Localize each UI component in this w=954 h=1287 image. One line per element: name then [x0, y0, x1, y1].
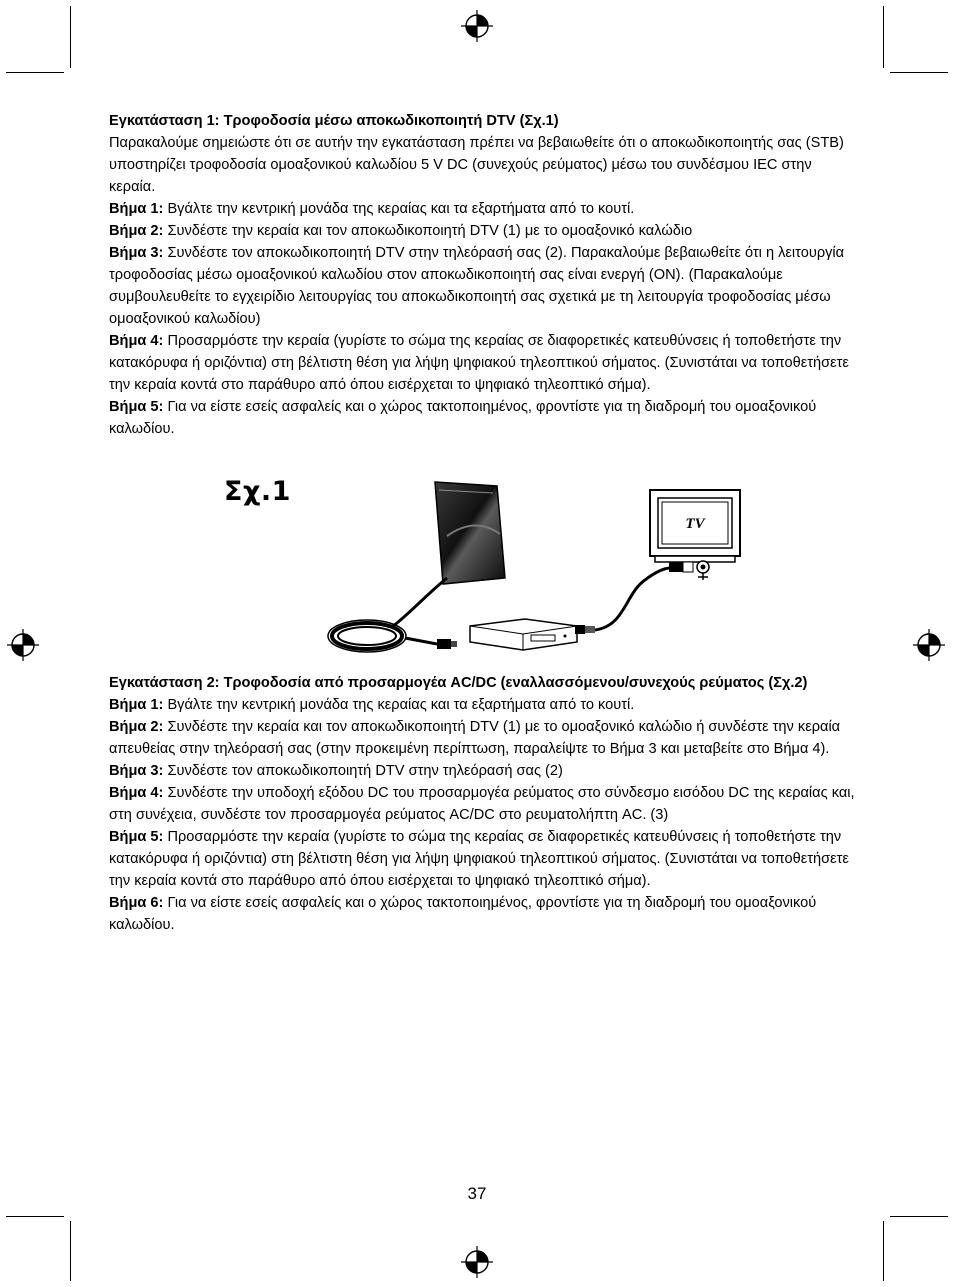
step-label: Βήμα 5:: [109, 399, 164, 415]
step-text: Για να είστε εσείς ασφαλείς και ο χώρος τακτοποιημένος, φροντίστε για τη διαδρομή του ομοαξονικού καλωδίου.: [109, 399, 817, 437]
figure-label: Σχ.1: [224, 476, 291, 507]
step-text: Προσαρμόστε την κεραία (γυρίστε το σώμα της κεραίας σε διαφορετικές κατευθύνσεις ή τοποθετήστε την κατακόρυφα ή οριζόντια) στη βέλτιστη θέση για λήψη ψηφιακού τηλεοπτικού σήματος. (Συνιστάται να τοποθετήσετε την κεραία κοντά στο παράθυρο από όπου εισέρχεται το ψηφιακό τηλεοπτικό σήμα).: [109, 333, 849, 393]
cable-coil-icon: [328, 620, 406, 652]
step-text: Συνδέστε την υποδοχή εξόδου DC του προσαρμογέα ρεύματος στο σύνδεσμο εισόδου DC της κεραίας και, στη συνέχεια, συνδέστε τον προσαρμογέα ρεύματος AC/DC στο ρευματολήπτη AC. (3): [109, 785, 855, 823]
installation-diagram: [325, 476, 750, 661]
step-paragraph: [109, 694, 859, 716]
step-label: Βήμα 5:: [109, 829, 164, 845]
set-top-box-icon: [470, 619, 577, 650]
step-text: Βγάλτε την κεντρική μονάδα της κεραίας και τα εξαρτήματα από το κουτί.: [163, 201, 635, 217]
step-label: Βήμα 1:: [109, 201, 164, 217]
step-paragraph: [109, 782, 859, 826]
step-paragraph: [109, 198, 859, 220]
step-paragraph: [109, 220, 859, 242]
step-label: Βήμα 4:: [109, 785, 164, 801]
tv-label: TV: [685, 516, 705, 532]
step-label: Βήμα 2:: [109, 719, 164, 735]
step-label: Βήμα 6:: [109, 895, 164, 911]
crop-mark-top-left-h: [6, 72, 64, 73]
step-paragraph: [109, 330, 859, 396]
step-text: Προσαρμόστε την κεραία (γυρίστε το σώμα της κεραίας σε διαφορετικές κατευθύνσεις ή τοποθετήστε την κατακόρυφα ή οριζόντια) στη βέλτιστη θέση για λήψη ψηφιακού τηλεοπτικού σήματος. (Συνιστάται να τοποθετήσετε την κεραία κοντά στο παράθυρο από όπου εισέρχεται το ψηφιακό τηλεοπτικό σήμα).: [109, 829, 849, 889]
crop-mark-top-right-v: [883, 6, 884, 68]
step-label: Βήμα 4:: [109, 333, 164, 349]
step-paragraph: [109, 396, 859, 440]
registration-mark-left-icon: [6, 628, 40, 662]
antenna-icon: [435, 482, 505, 584]
coax-cable-tv: [595, 568, 670, 630]
crop-mark-bottom-right-h: [890, 1216, 948, 1217]
step-label: Βήμα 1:: [109, 697, 164, 713]
step-paragraph: [109, 892, 859, 936]
step-text: Συνδέστε την κεραία και τον αποκωδικοποιητή DTV (1) με το ομοαξονικό καλώδιο: [163, 223, 693, 239]
registration-mark-top-icon: [460, 9, 494, 43]
step-label: Βήμα 3:: [109, 245, 164, 261]
step-paragraph: [109, 826, 859, 892]
installation-2-section: [109, 672, 859, 936]
step-text: Για να είστε εσείς ασφαλείς και ο χώρος τακτοποιημένος, φροντίστε για τη διαδρομή του ομοαξονικού καλωδίου.: [109, 895, 817, 933]
tv-input-connector-icon: [669, 561, 709, 580]
step-text: Συνδέστε τον αποκωδικοποιητή DTV στην τηλεόρασή σας (2): [163, 763, 563, 779]
installation-1-heading: Εγκατάσταση 1: Τροφοδοσία μέσω αποκωδικοποιητή DTV (Σχ.1): [109, 113, 559, 129]
crop-mark-bottom-left-v: [70, 1221, 71, 1281]
coax-cable-antenna: [393, 578, 447, 626]
step-paragraph: [109, 760, 859, 782]
coax-connector-icon: [575, 625, 595, 634]
installation-2-heading: Εγκατάσταση 2: Τροφοδοσία από προσαρμογέα AC/DC (εναλλασσόμενου/συνεχούς ρεύματος (Σχ.2): [109, 675, 808, 691]
step-paragraph: [109, 242, 859, 330]
installation-1-section: [109, 110, 859, 440]
installation-1-intro: Παρακαλούμε σημειώστε ότι σε αυτήν την εγκατάσταση πρέπει να βεβαιωθείτε ότι ο αποκωδικοποιητής σας (STB) υποστηρίζει τροφοδοσία ομοαξονικού καλωδίου 5 V DC (συνεχούς ρεύματος) μέσω του συνδέσμου IEC στην κεραία.: [109, 135, 844, 195]
step-label: Βήμα 3:: [109, 763, 164, 779]
registration-mark-bottom-icon: [460, 1245, 494, 1279]
step-text: Βγάλτε την κεντρική μονάδα της κεραίας και τα εξαρτήματα από το κουτί.: [163, 697, 635, 713]
crop-mark-bottom-left-h: [6, 1216, 64, 1217]
step-text: Συνδέστε την κεραία και τον αποκωδικοποιητή DTV (1) με το ομοαξονικό καλώδιο ή συνδέστε την κεραία απευθείας στην τηλεόρασή σας (στην προκειμένη περίπτωση, παραλείψτε το Βήμα 3 και μεταβείτε στο Βήμα 4).: [109, 719, 841, 757]
step-label: Βήμα 2:: [109, 223, 164, 239]
registration-mark-right-icon: [912, 628, 946, 662]
step-text: Συνδέστε τον αποκωδικοποιητή DTV στην τηλεόρασή σας (2). Παρακαλούμε βεβαιωθείτε ότι η λειτουργία τροφοδοσίας μέσω ομοαξονικού καλωδίου στον αποκωδικοποιητή σας είναι ενεργή (ON). (Παρακαλούμε συμβουλευθείτε το εγχειρίδιο λειτουργίας του αποκωδικοποιητή σας σχετικά με τη λειτουργία τροφοδοσίας μέσω ομοαξονικού καλωδίου): [109, 245, 845, 327]
crop-mark-top-right-h: [890, 72, 948, 73]
coax-connector-icon: [437, 639, 457, 649]
crop-mark-bottom-right-v: [883, 1221, 884, 1281]
page-number: 37: [467, 1184, 487, 1203]
step-paragraph: [109, 716, 859, 760]
crop-mark-top-left-v: [70, 6, 71, 68]
